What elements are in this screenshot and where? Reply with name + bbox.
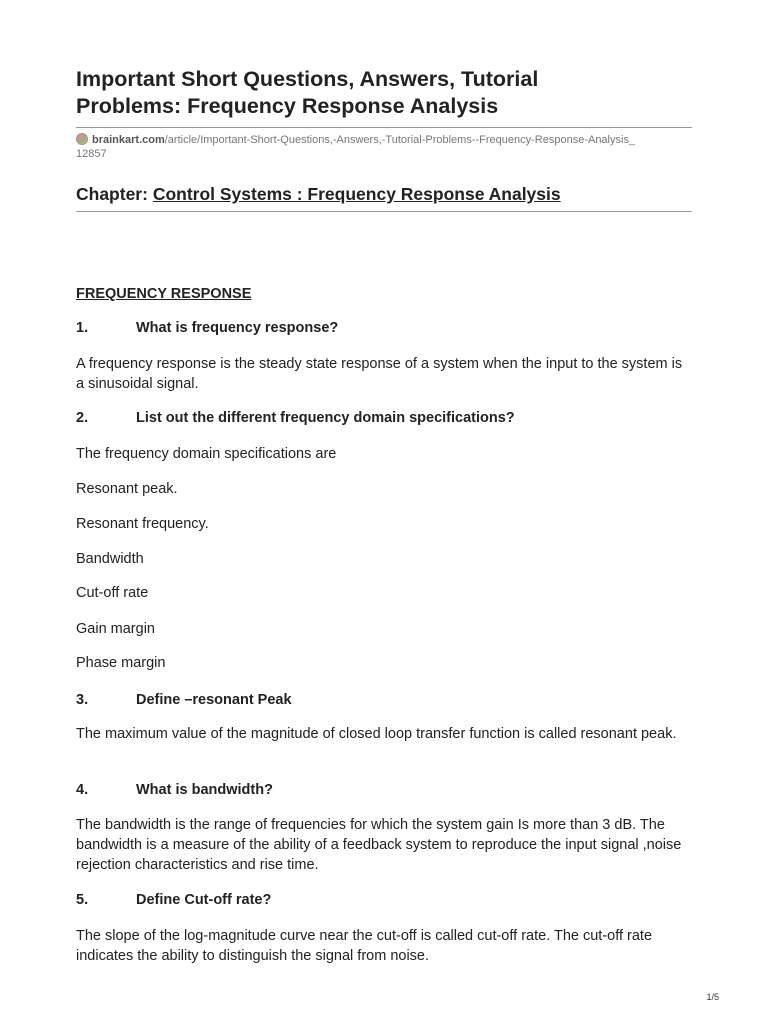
- list-item: Gain margin: [76, 621, 155, 637]
- source-domain: brainkart.com: [92, 134, 165, 146]
- page-title: Important Short Questions, Answers, Tutorial Problems: Frequency Response Analysis: [76, 67, 539, 118]
- answer-4: The bandwidth is the range of frequencies for which the system gain Is more than 3 dB. The bandwidth is a measure of the ability of a feedback system to reproduce the input signal ,noise rejection characteristics and rise time.: [76, 817, 682, 873]
- question-text: What is frequency response?: [136, 320, 339, 336]
- question-text: Define Cut-off rate?: [136, 892, 272, 908]
- answer-3: The maximum value of the magnitude of closed loop transfer function is called resonant peak.: [76, 726, 677, 742]
- source-path: /article/Important-Short-Questions,-Answers,-Tutorial-Problems--Frequency-Response-Analysis_12857: [76, 134, 636, 160]
- list-item: Resonant frequency.: [76, 516, 209, 532]
- question-3: [76, 690, 692, 710]
- answer-5: The slope of the log-magnitude curve near the cut-off is called cut-off rate. The cut-off rate indicates the ability to distinguish the signal from noise.: [76, 928, 653, 964]
- question-2: [76, 408, 692, 428]
- chapter-prefix: Chapter:: [76, 184, 153, 204]
- title-divider: [76, 127, 692, 128]
- list-item: Bandwidth: [76, 551, 144, 567]
- question-number: 1.: [76, 320, 89, 336]
- document-page: [76, 0, 692, 1024]
- question-number: 2.: [76, 410, 89, 426]
- source-url[interactable]: [76, 133, 636, 161]
- question-5: [76, 890, 692, 910]
- chapter-link[interactable]: Control Systems : Frequency Response Analysis: [152, 184, 561, 204]
- question-text: What is bandwidth?: [136, 782, 273, 798]
- page-number: 1/5: [706, 992, 719, 1002]
- list-item: Resonant peak.: [76, 481, 178, 497]
- question-text: List out the different frequency domain specifications?: [136, 410, 515, 426]
- chapter-heading: [76, 183, 561, 205]
- chapter-divider: [76, 211, 692, 212]
- list-item: Cut-off rate: [76, 585, 149, 601]
- question-1: [76, 318, 692, 338]
- question-4: [76, 780, 692, 800]
- question-number: 4.: [76, 782, 89, 798]
- section-heading: FREQUENCY RESPONSE: [76, 286, 252, 302]
- question-number: 3.: [76, 692, 89, 708]
- brainkart-favicon-icon: [76, 133, 88, 145]
- answer-2-intro: The frequency domain specifications are: [76, 446, 337, 462]
- question-text: Define –resonant Peak: [136, 692, 292, 708]
- list-item: Phase margin: [76, 655, 166, 671]
- answer-1: A frequency response is the steady state response of a system when the input to the system is a sinusoidal signal.: [76, 356, 683, 392]
- question-number: 5.: [76, 892, 89, 908]
